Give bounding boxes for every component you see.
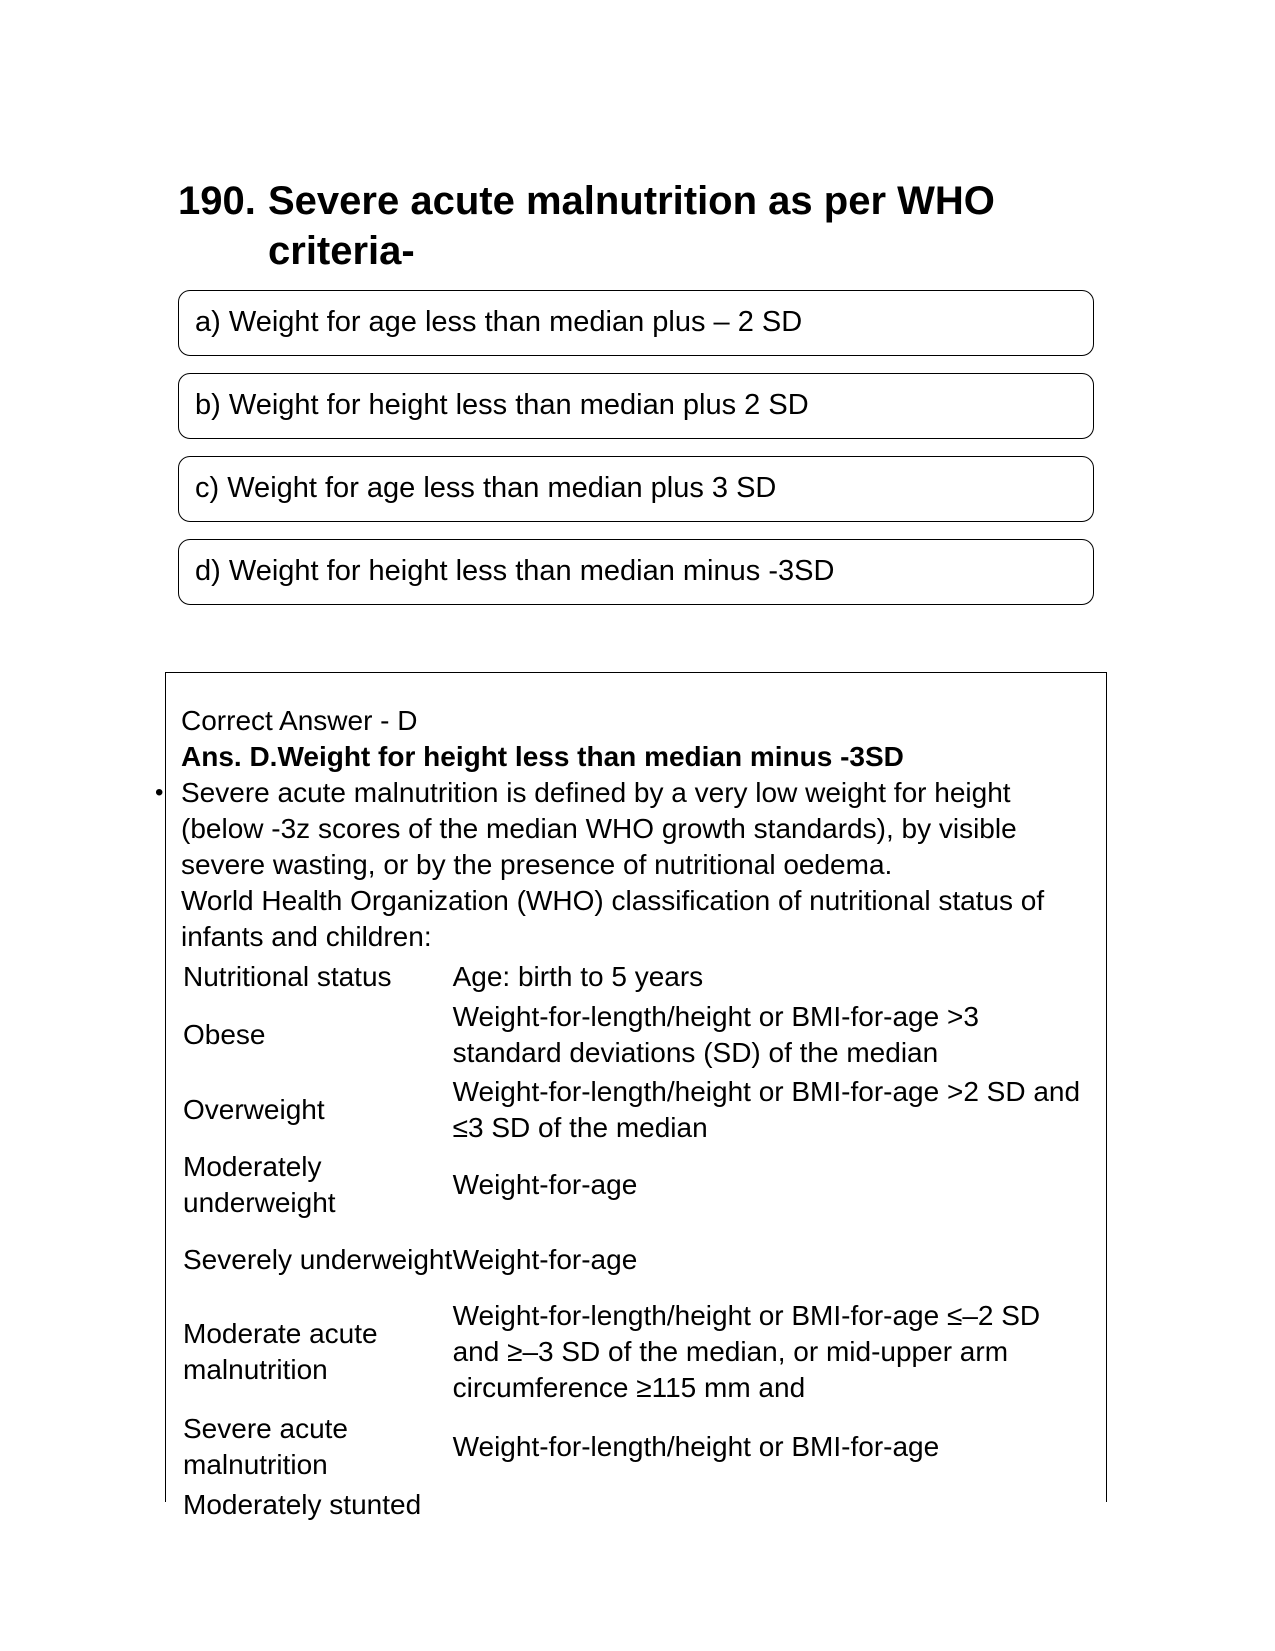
- table-row: [183, 1407, 1091, 1487]
- option-d[interactable]: d) Weight for height less than median minus -3SD: [178, 539, 1094, 605]
- table-row: [183, 1297, 1091, 1407]
- table-row: [183, 1487, 1091, 1527]
- table-header-row: [183, 957, 1091, 997]
- table-cell-criteria: [453, 1487, 1091, 1527]
- table-cell-status: Obese: [183, 1018, 266, 1050]
- question-number: 190.: [178, 179, 256, 223]
- correct-answer-line: Correct Answer - D: [181, 705, 418, 736]
- table-cell-status: Moderate acute malnutrition: [183, 1318, 378, 1385]
- bullet-icon: •: [155, 779, 164, 806]
- table-cell-status: Moderately stunted: [183, 1489, 422, 1520]
- option-b[interactable]: b) Weight for height less than median plus 2 SD: [178, 373, 1094, 439]
- table-cell-status: Severe acute malnutrition: [183, 1413, 348, 1480]
- question-heading: [178, 176, 1078, 276]
- table-cell-criteria: Weight-for-age: [452, 1243, 638, 1275]
- table-header-status: Nutritional status: [183, 961, 392, 992]
- explanation-block: [155, 775, 1091, 883]
- table-header-criteria: Age: birth to 5 years: [452, 961, 704, 992]
- option-a[interactable]: a) Weight for age less than median plus – 2 SD: [178, 290, 1094, 356]
- table-row: [183, 1072, 1091, 1147]
- table-cell-criteria: Weight-for-age: [452, 1168, 638, 1200]
- table-row: [183, 997, 1091, 1072]
- table-row: [183, 1147, 1091, 1222]
- nutritional-status-table: [183, 957, 1091, 1527]
- answer-title: Ans. D.Weight for height less than median minus -3SD: [181, 741, 904, 772]
- table-cell-status: Overweight: [183, 1093, 325, 1125]
- option-c[interactable]: c) Weight for age less than median plus 3 SD: [178, 456, 1094, 522]
- table-cell-status: Moderately underweight: [183, 1150, 336, 1218]
- table-cell-criteria: Weight-for-length/height or BMI-for-age >2 SD and ≤3 SD of the median: [452, 1075, 1081, 1143]
- table-cell-criteria: Weight-for-length/height or BMI-for-age: [452, 1431, 940, 1462]
- question-text: Severe acute malnutrition as per WHO criteria-: [268, 179, 995, 273]
- classification-intro: World Health Organization (WHO) classification of nutritional status of infants and children:: [181, 885, 1045, 952]
- table-cell-criteria: Weight-for-length/height or BMI-for-age ≤–2 SD and ≥–3 SD of the median, or mid-upper arm circumference ≥115 mm and: [452, 1300, 1041, 1403]
- explanation-text: Severe acute malnutrition is defined by a very low weight for height (below -3z scores of the median WHO growth standards), by visible severe wasting, or by the presence of nutritional oedema.: [181, 777, 1017, 880]
- table-cell-criteria: Weight-for-length/height or BMI-for-age >3 standard deviations (SD) of the median: [452, 1000, 979, 1068]
- table-row: [183, 1222, 1091, 1297]
- table-cell-status: Severely underweight: [183, 1243, 453, 1275]
- answer-content: [155, 703, 1091, 1527]
- answer-box: [155, 672, 1107, 1520]
